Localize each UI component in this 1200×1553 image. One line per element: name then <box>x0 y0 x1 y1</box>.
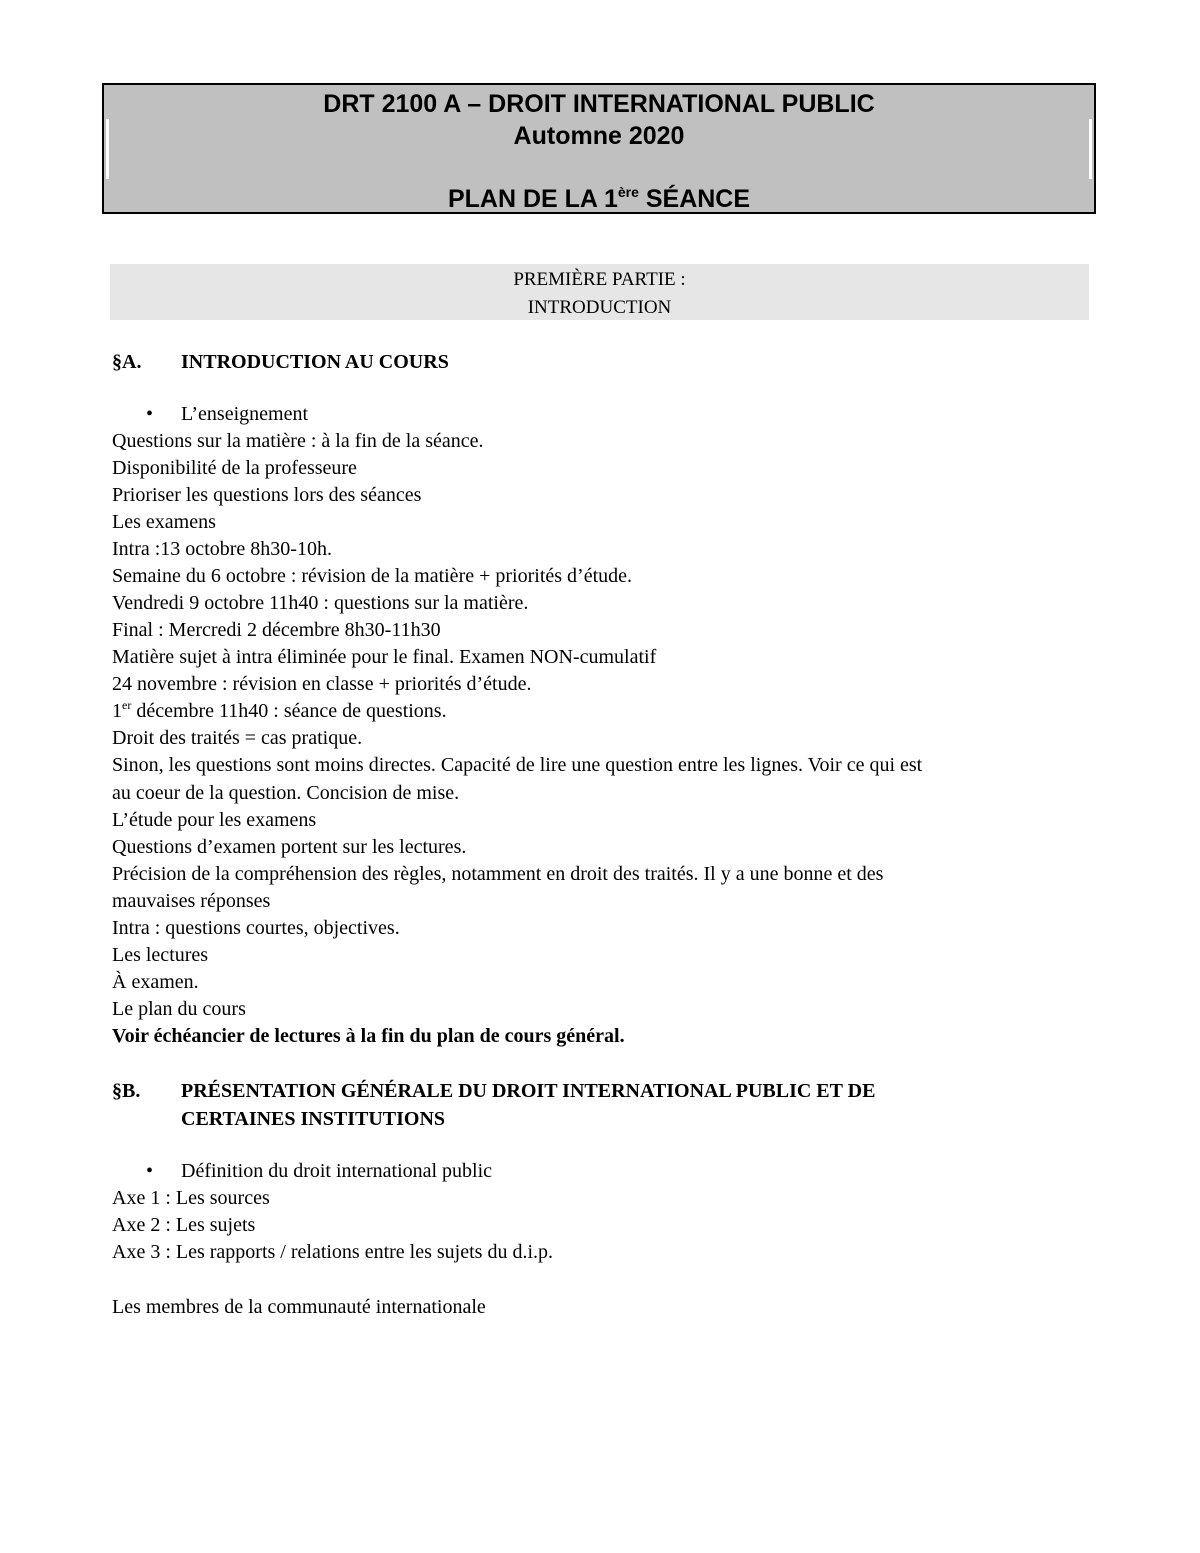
part-heading-box <box>110 264 1089 320</box>
text-line: Le plan du cours <box>112 998 246 1020</box>
section-b-number: §B. <box>112 1080 141 1102</box>
section-b-title-line2: CERTAINES INSTITUTIONS <box>181 1108 446 1130</box>
section-b-title-line1: PRÉSENTATION GÉNÉRALE DU DROIT INTERNATIONAL PUBLIC ET DE <box>181 1080 876 1102</box>
reading-schedule-note: Voir échéancier de lectures à la fin du plan de cours général. <box>112 1025 625 1047</box>
text-line-december <box>112 698 1072 725</box>
text-line: Final : Mercredi 2 décembre 8h30-11h30 <box>112 619 441 641</box>
text-line: au coeur de la question. Concision de mise. <box>112 782 460 804</box>
text-line: Intra : questions courtes, objectives. <box>112 917 400 939</box>
text-line: Questions d’examen portent sur les lectures. <box>112 836 467 858</box>
bullet-text: Définition du droit international public <box>181 1160 493 1182</box>
text-line: Les lectures <box>112 944 209 966</box>
section-b-title <box>181 1077 1061 1133</box>
text-line: Droit des traités = cas pratique. <box>112 727 363 749</box>
text-line: Matière sujet à intra éliminée pour le final. Examen NON-cumulatif <box>112 646 657 668</box>
bullet-text: L’enseignement <box>181 403 309 425</box>
session-plan-title <box>104 184 1094 214</box>
text-line: Axe 1 : Les sources <box>112 1187 270 1209</box>
session-plan-prefix: PLAN DE LA 1 <box>447 185 618 213</box>
text-line: Les examens <box>112 511 216 533</box>
text-line: Semaine du 6 octobre : révision de la matière + priorités d’étude. <box>112 565 632 587</box>
session-plan-superscript: ère <box>617 184 639 200</box>
dec-superscript: er <box>122 698 132 712</box>
course-title: DRT 2100 A – DROIT INTERNATIONAL PUBLIC <box>323 90 875 118</box>
dec-suffix: décembre 11h40 : séance de questions. <box>131 700 447 722</box>
text-line: 24 novembre : révision en classe + priorités d’étude. <box>112 673 532 695</box>
text-line: L’étude pour les examens <box>112 809 317 831</box>
text-line: Axe 3 : Les rapports / relations entre les sujets du d.i.p. <box>112 1241 554 1263</box>
title-box <box>102 83 1096 214</box>
section-a-title: INTRODUCTION AU COURS <box>181 351 449 373</box>
text-line: Disponibilité de la professeure <box>112 457 357 479</box>
text-line: Vendredi 9 octobre 11h40 : questions sur la matière. <box>112 592 529 614</box>
term-label: Automne 2020 <box>513 122 685 150</box>
text-line: Les membres de la communauté internationale <box>112 1296 486 1318</box>
text-line: Sinon, les questions sont moins directes. Capacité de lire une question entre les lignes. Voir ce qui est <box>112 754 923 776</box>
text-line: Prioriser les questions lors des séances <box>112 484 422 506</box>
dec-prefix: 1 <box>112 700 122 722</box>
section-a-number: §A. <box>112 351 142 373</box>
part-title: PREMIÈRE PARTIE : <box>513 269 686 290</box>
part-subtitle: INTRODUCTION <box>527 297 672 318</box>
bullet-icon: • <box>146 403 154 425</box>
session-plan-suffix: SÉANCE <box>638 185 751 213</box>
text-line: Axe 2 : Les sujets <box>112 1214 256 1236</box>
text-line: À examen. <box>112 971 199 993</box>
text-line: Précision de la compréhension des règles, notamment en droit des traités. Il y a une bonne et des <box>112 863 884 885</box>
bullet-icon: • <box>146 1160 154 1182</box>
text-line: Intra :13 octobre 8h30-10h. <box>112 538 332 560</box>
text-line: Questions sur la matière : à la fin de la séance. <box>112 430 484 452</box>
text-line: mauvaises réponses <box>112 890 271 912</box>
